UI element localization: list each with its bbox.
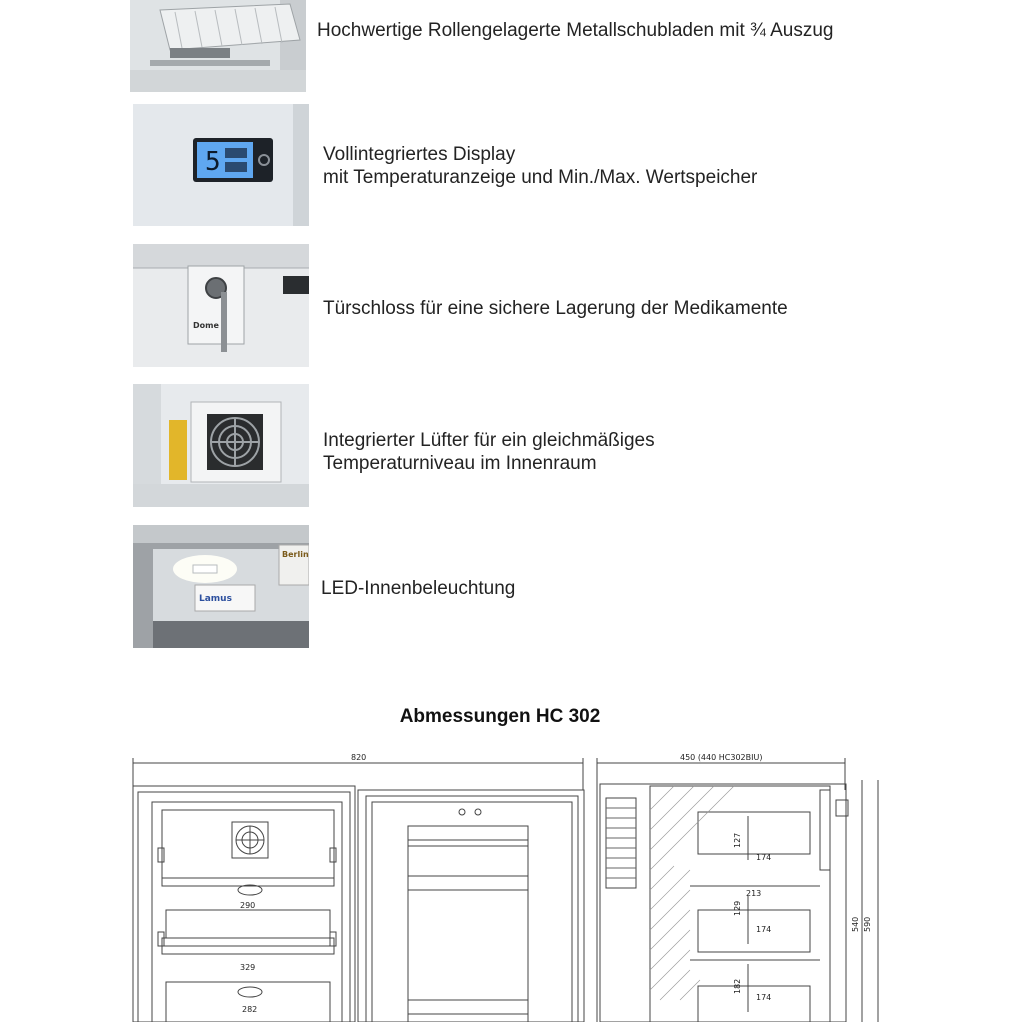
display-feature-image [133, 104, 309, 226]
fan-feature-image [133, 384, 309, 507]
feature-text-led: LED-Innenbeleuchtung [321, 578, 516, 599]
led-label-2: Berlin [282, 550, 309, 559]
drawer-icon [130, 0, 306, 92]
dim-front-282: 282 [242, 1005, 258, 1014]
dim-side-129: 129 [733, 900, 742, 916]
feature-text-fan: Integrierter Lüfter für ein gleichmäßiges Temperaturniveau im Innenraum [323, 430, 655, 474]
drawer-feature-image [130, 0, 306, 92]
dim-side-174-c: 174 [756, 993, 772, 1002]
display-reading: 5 [205, 147, 221, 177]
dim-side-127: 127 [733, 832, 742, 848]
led-icon [133, 525, 309, 648]
lock-feature-image [133, 244, 309, 367]
dim-side-182: 182 [733, 978, 742, 994]
dim-side-213: 213 [746, 889, 762, 898]
dim-side-174-b: 174 [756, 925, 772, 934]
led-feature-image [133, 525, 309, 648]
feature-text-display: Vollintegriertes Display mit Temperaturanzeige und Min./Max. Wertspeicher [323, 144, 758, 188]
dim-front-329: 329 [240, 963, 256, 972]
dim-side-590: 590 [863, 916, 872, 932]
feature-text-lock: Türschloss für eine sichere Lagerung der Medikamente [323, 298, 788, 319]
section-title-dimensions: Abmessungen HC 302 [399, 706, 601, 727]
display-icon [133, 104, 309, 226]
dim-side-174-a: 174 [756, 853, 772, 862]
lock-icon [133, 244, 309, 367]
dim-side-depth: 450 (440 HC302BIU) [680, 753, 763, 762]
feature-text-drawers: Hochwertige Rollengelagerte Metallschubladen mit ¾ Auszug [317, 20, 834, 41]
fan-icon [133, 384, 309, 507]
dimensions-drawing [0, 750, 1022, 1022]
dim-front-width: 820 [351, 753, 367, 762]
led-label-1: Lamus [199, 594, 232, 604]
lock-brand-text: Dome [193, 321, 219, 330]
dim-front-290: 290 [240, 901, 256, 910]
dim-side-540: 540 [851, 916, 860, 932]
